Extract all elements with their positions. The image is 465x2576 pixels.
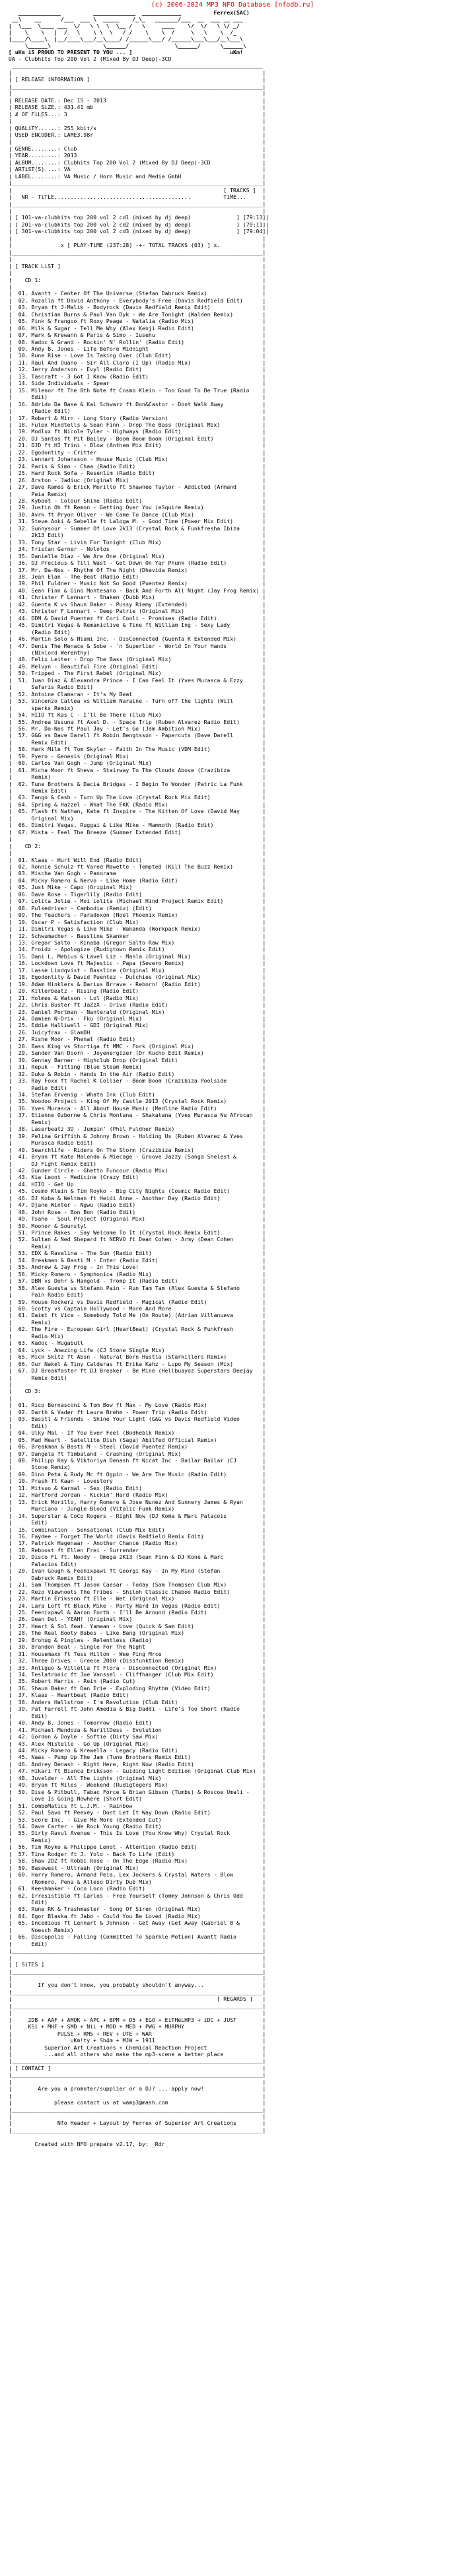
- nfo-body: _____________________________________________________________________________ | | | [ RELEASE iNFORMATiON ] | |_____________________________________________________________________________| | | | RELEASE DATE.: Dec 15 - 2013 | | RELEASE SiZE.: 431.41 mb | | # OF FiLES...: 3 | | | | QUALiTY......: 255 kbit/s | | USED ENCODER.: LAME3.98r | | | | GENRE........: Club | | YEAR.........: 2013 | | ALBUM........: Clubhits Top 200 Vol 2 (Mixed By DJ Deep)-3CD | | ARTiST(S)....: VA | | LABEL........: VA Music / Horn Music and Media GmbH | |_____________________________________________________________________________| | [ TRACKS ] | | NR - TiTLE.......................................... TiME... | |_____________________________________________________________________________| | | | [ 101-va-clubhits top 200 vol 2 cd1 (mixed by dj deep) ] [79:13]| | [ 201-va-clubhits top 200 vol 2 cd2 (mixed by dj deep) ] [79:11]| | [ 301-va-clubhits top 200 vol 2 cd3 (mixed by dj deep) ] [79:04]| | | | .x [ PLAY-TiME (237:28) -+- TOTAL TRACKS (03) ] x. | |_____________________________________________________________________________| | | | [ TRACK LiST ] | | | | CD 1: | | | | 01. Avantt - Center Of The Universe (Stefan Dabruck Remix) | | 02. Rozalla ft David Anthony - Everybody's Free (Davis Redfield Edit) | | 03. Bryan ft J-Malik - Bodyrock (Davis Redfield Remix Edit) | | 04. Christian Burns & Paul Van Dyk - We Are Tonight (Walden Remix) | | 05. Pink & Frangoo ft Roxy Peage - Natalia (Radio Mix) | | 06. Milk & Sugar - Tell Me Why (Alex Kenji Radio Edit) | | 07. Mark & Krewann & Paris & Simo - Iusehu | | 08. Kadoc & Grand - Rockin' N' Rollin' (Radio Edit) | | 09. Andy B. Jones - Life Before Midnight | | 10. Rune Rise - Love Is Taking Over (Club Edit) | | 11. Raul And Ouano - Sir All Claro (I Up) (Radio Mix) | | 12. Jerry Anderson - Evyl (Radio Edit) | | 13. Tascraft - 3 Got I Know (Radio Edit) | | 14. Side Individuals - Spear | | 15. Milenor ft The 8th Note ft Cosmo Klein - Too Good To Be True (Radio | | Edit) | | 16. Adrido Da Base & Kai Schwarz ft Don&Castor - Dont Walk Away | | (Radio Edit) | | 17. Robert & Mirn - Long Story (Radio Version) | | 18. Fulex Mindtells & Sean Finn - Drop The Bass (Original Mix) | | 19. Modlux ft Nicole Tyler - Highways (Radio Edit) | | 20. DJ Santos ft Pit Bailey - Boom Boom Boom (Original Edit) | | 21. DJD ft HI Trini - Blow (Anthem Mix Edit) | | 22. Egodontity - Critter | | 23. Lennart Johansson - House Music (Club Mix) | | 24. Paris & Simo - Chaa (Radio Edit) | | 25. Hard Rock Sofa - Resenlim (Radio Edit) | | 26. Arston - Jadiuc (Original Mix) | | 27. Dave Ramos & Erick Morillo ft Shawnee Taylor - Addicted (Armand | | Peia Remix) | | 28. Kyboot - Colour Shine (Radio Edit) | | 29. Justin Oh ft Remon - Getting Over You (eSquire Remix) | | 30. Avrk ft Pryon Oliver - We Came To Dance (Club Mix) | | 31. Steve Aoki & Sebelle ft Laloga M. - Good Time (Power Mix Edit) | | 32. Sunnysour - Summer Of Love 2k13 (Crystal Rock & Funkfresha Ibiza | | 2k13 Edit) | | 33. Tony Star - Livin For Tonight (Club Mix) | | 34. Tristan Garner - Nolotos | | 35. Danielle Diaz - We Are One (Original Mix) | | 36. DJ Precious & Till Wast - Get Down On Yar Phunk (Radio Edit) | | 37. Mr. Da-Nos - Rhythm Of The Night (Dhevida Remix) | | 38. Jean Elan - The Beat (Radio Edit) | | 39. Phil Fuldner - Music Not So Good (Puentez Remix) | | 40. Sean Finn & Gino Montesano - Back And Forth All Night (Jay Frog Remix) | | 41. Christer F Lennart - Shaken (Dubb Mix) | | 42. Guenta K vs Shaun Baker - Pussy Riemy (Extended) | | 43. Christer F Lennart - Deep Patrie (Original Mix) | | 44. DDM & David Puentez ft Cori Cooli - Promises (Radio Edit) | | 45. Dimitri Vegas & Remaniclive & Tine ft William Ing - Sexy Lady | | (Radio Edit) | | 46. Martin Solo & Niami Inc. - DisConnected (Guenta K Extended Mix) | | 47. Denis The Menace & Sobe - 'n Superlier - World In Your Hands | | (Niklord Werenthy) | | 48. Felix Leiter - Drop The Bass (Original Mix) | | 49. Melvyn - Beautiful Fire (Original Edit) | | 50. Tripped - The First Rebel (Original Mix) | | 51. Juan Diaz & Alexandra Prince - I Can Feel It (Yves Murasca & Ezzy | | Safaris Radio Edit) | | 52. Antoine Clamaran - It's My Beat | | 53. Vincenzo Callea vs William Naraine - Turn off the lights (Will | | sparks Remix) | | 54. HIIO ft Kas C - I'll Be There (Club Mix) | | 55. Andrea Ussuna ft Axel D. - Space Trip (Ruben Alvarez Radio Edit) | | 56. Mr. Da-Nos ft Paul Jay - Let's Go (Jam Ambition Mix) | | 57. G&G vs Dave Darell ft Robin Bengtsson - Papercuts (Dave Darell | | Remix Edit) | | 58. Hark Mile ft Tom Skyler - Faith In The Music (VDM Edit) | | 59. Pyero - Genesis (Original Mix) | | 60. Carlos Van Gogh - Jump (Original Mix) | | 61. Micha Moor ft Sheva - Stairway To The Clouds Above (Crazibiza | | Remix) | | 62. Tune Brothers & Dacia Bridges - I Begin To Wonder (Patric La Funk | | Remix Edit) | | 63. Tango & Cash - Turn Up The Love (Crystal Rock Mix Edit) | | 64. Spring & Hazzel - What The FKK (Radio Mix) | | 65. Flash ft Nathan, Kate ft Inspire - The Kitten Of Love (David May | | Original Mix) | | 66. Dimitri Vegas, Ruggai & Like Mike - Mammoth (Radio Edit) | | 67. Mista - Feel The Breeze (Summer Extended Edit) | | | | CD 2: | | | | 01. Klaas - Hurt Will End (Radio Edit) | | 02. Ronnie Schulz ft Vared Mawette - Tempted (Kill The Buzz Remix) | | 03. Mischa Van Gogh - Panorama | | 04. Micky Romero & Nervo - Like Home (Radio Edit) | | 05. Just Mike - Capo (Original Mix) | | 06. Dave Rose - Tigerlily (Radio Edit) | | 07. Lolita Jolie - Moi Lolita (Michael Hind Project Remix Edit) | | 08. Pulsedriver - Cambodia (Remix) (Edit) | | 09. The Teachers - Paradoxon (Noel Phoenix Remix) | | 10. Oscar P - Satisfaction (Club Mix) | | 11. Dimitri Vegas & Like Mike - Wakanda (Workpack Remix) | | 12. Schwumacher - Bassline Skanker | | 13. Gregor Salto - Kinaba (Gregor Salto Raw Mix) | | 14. Froidz - Apologize (Rudigtown Remix Edit) | | 15. Dani L. Mebius & Lavel Liz - Manla (Original Mix) | | 16. Lockdown Love ft Majestic - Papa (Severo Remix) | | 17. Lasse Lindqvist - Bassline (Original Mix) | | 18. Egodontity & David Puentez - Dutchies (Original Mix) | | 19. Adam Hinklers & Darius Brrave - Reborn! (Radio Edit) | | 20. Killerbeatz - Rising (Radio Edit) | | 21. Holmes & Watson - Lol (Radio Mix) | | 22. Chris Buster ft JaZzX - Drive (Radio Edit) | | 23. Daniel Portman - Nanterald (Original Mix) | | 24. Damien N-Drix - Fku (Original Mix) | | 25. Eddie Halliwell - GDI (Original Mix) | | 26. Juicyfrax - GlamDH | | 27. Rishe Moor - Phenal (Radio Edit) | | 28. Bass King vs Stortiga ft MMC - Fork (Original Mix) | | 29. Sander Van Doorn - Joyenergizer (Dr Kucho Edit Remix) | | 30. Gennay Barner - Highclub Drop (Original Edit) | | 31. Repuk - Fitting (Blue Steam Remix) | | 32. Duke & Robin - Hands In the Air (Radio Edit) | | 33. Ray Foxx ft Rachel K Collier - Boom Boom (Crazibiza Poolside | | Radio Edit) | | 34. Stefan Ervenig - Whata Ink (Club Edit) | | 35. Woodoo Project - King Of My Castle 2013 (Crystal Rock Remix) | | 36. Yves Murasca - All About House Music (Medline Radio Edit) | | 37. Etienne Ozborne & Chris Montana - Shakatana (Yves Murasca Nu Afrocan | | Remix) | | 38. Laserbeatz 3D - Jumpin' (Phil Fuldner Remix) | | 39. Pelina Griffith & Johnny Brown - Holding Us (Ruben Alvarez & Yves | | Murasca Radio Edit) | | 40. Searchlife - Riders On The Storm (Crazibiza Remix) | | 41. Bryan ft Kate Malendo & Miecage - Groove Jazzy (Sanga Shelest & | | DJ Fight Remix Edit) | | 42. Gunder Circle - Ghetto Funcour (Radio Mix) | | 43. Kia Leont - Medicine (Crazy Edit) | | 44. HIIO - Get Up | | 45. Cosmo Klein & Tim Royko - Big City Nights (Cosmic Radio Edit) | | 46. DJ Koba & Weltman ft Heidi Anne - Another Day (Radio Edit) | | 47. Djane Winter - Ngwu (Radio Edit) | | 48. John Rose - Bon Bon (Radio Edit) | | 49. Tsaho - Soul Project (Original Mix) | | 50. Moonor & Sounstyl | | 51. Prince Rakes - Say Welcome To It (Crystal Rock Remix Edit) | | 52. Sultan & Ned Shepard ft NERVO ft Dean Cohen - Army (Dean Cohen | | Remix) | | 53. EDX & Ravelina - The Sun (Radio Edit) | | 54. Breakman & Basti M - Enter (Radio Edit) | | 55. Andrew & Jay Frog - In This Love! | | 56. Micky Romero - Symphonica (Radio Mix) | | 57. DBN vs Dohr & Hangold - Tromp It (Radio Edit) | | 58. Alex Guesta vs Stefano Pain - Run Tam Tam (Alex Guesta & Stefano | | Pain Radio Edit) | | 59. House Rockerz vs Davis Redfield - Magical (Radio Edit) | | 60. Scotty vs Captain Hollywood - More And More | | 61. Daimt ft Vice - Somebody Told Me (On Route) (Adrian Villanueva | | Remix) | | 62. The Fire - European Girl (HeartBeat) (Crystal Rock & Funkfresh | | Radio Mix) | | 63. Kadoc - Hugabull | | 64. Lyck - Amazing Life (CJ Stone Single Mix) | | 65. Mick Skitz ft Absn - Natural Born Hustla (Starkillers Remix) | | 66. Our Nakel & Tiny Calderas ft Erika Kahz - Lupo My Season (Mix) | | 67. DJ Breakfaster ft DJ Breaker - Be Mine (Hellbuayoz Superstars Deejay | | Remix Edit) | | | | CD 3: | | | | 01. Rico Bernasconi & Tom Bow ft Max - My Love (Radio Mix) | | 02. Darth & Vader ft Laura Brehm - Power Trip (Radio Edit) | | 03. Basstl & Friends - Shine Your Light (G&G vs Davis Redfield Video | | Edit) | | 04. Ulky Mal - If You Ever Feel (Bodhebik Remix) | | 05. Mad Heart - Satellite Dish (Saga) Abilfed Official Remix) | | 06. Breakman & Basti M - Steel (David Puentez Remix) | | 07. Dangela ft Timbaland - Crashing (Original Mix) | | 08. Philipp Kay & Viktoriya Denash ft Nicat Inc - Bailar Bailar (CJ | | Stone Remix) | | 09. Dino Peta & Rudy Mc ft Ogpin - We Are The Music (Radio Edit) | | 10. Prash ft Kaan - Lovestory | | 11. Mitsuo & Karmal - Sex (Radio Edit) | | 12. Hartford Jordan - Kickin' Hard (Radio Mix) | | 13. Erick Morillo, Harry Romero & Jose Nunez And Sunnery James & Ryan | | Marciano - Jungle Blood (Vitalic Funk Remix) | | 14. Superstar & CoCo Rogers - Right Now (DJ Koma & Marc Palacois | | Edit) | | 15. Combination - Sensational (Club Mix Edit) | | 16. Faydee - Forget The World (Davis Redfield Remix Edit) | | 17. Patrick Hagenaar - Another Chance (Radio Mix) | | 18. Reboost ft Ellen Frei - Surrender | | 19. Disco Fi ft. Noody - Omega 2K13 (Sean Finn & DJ Kone & Marc | | Palacios Edit) | | 20. Ivan Gough & Feenixpawl ft Georgi Kay - In My Mind (Stefan | | Dabruck Remix Edit) | | 21. Sam Thompsen ft Jason Caesar - Today (Sam Thompsen Club Mix) | | 22. Rezo Viewnoots The Tribes - Shiloh Classic Chaboo Radio Edit) | | 23. Martin Eriksson ft Elle - Wet (Original Mix) | | 24. Lara Loft ft Black Mike - Party Hard In Vegas (Radio Edit) | | 25. Feenixpawl & Aaron Forth - I'll Be Around (Radio Edit) | | 26. Dean Del - YEAH! (Original Mix) | | 27. Heart & Sol feat. Yamaan - Love (Quick & Sam Edit) | | 28. The Real Booty Babes - Like Bang (Original Mix) | | 29. Brohug & Pingles - Relentless (Radio) | | 30. Brandon Beal - Single For The Night | | 31. Housemaxx ft Tess Hilton - Wee Ping Mrce | | 32. Three Drives - Greece 2000 (Dissfunktion Remix) | | 33. Antiguo & Villella ft Flora - Disconnected (Original Mix) | | 34. Teslatronic ft Joe Vanssel - Cliffhanger (Club Mix Edit) | | 35. Robert Harris - Rein (Radio Cut) | | 36. Shaun Baker ft Dan Erie - Exploding Rhythm (Video Edit) | | 37. Klaas - Heartbeat (Radio Edit) | | 38. Anders Hallstrom - I'm Revolution (Club Edit) | | 39. Pat Farrell ft John Amedia & Big Daddi - Life's Too Short (Radio | | Edit) | | 40. Andy B. Jones - Tomorrow (Radio Edit) | | 41. Michael Mendoza & NarillDess - Evolution | | 42. Gordon & Doyle - Softie (Dirty Saw Mix) | | 43. Alex Mistelle - Go Up (Original Mix) | | 44. Micky Romero & Krewella - Legacy (Radio Edit) | | 45. Naas - Pump Up The Jam (Tune Brothers Remix Edit) | | 46. Andrey Denash - Right Here, Right Now (Radio Edit) | | 47. Hikari ft Bianca Eriksson - Guiding Light Edition (Original Club Mix) | | 48. Juvelder - All The Lights (Original Mix) | | 49. Bryan ft Miles - Weekend (Rudigtogers Mix) | | 50. Dise & Pitbull, Tabac Force & Brian Gibson (Tumbs) & Roscoe Umali - | | Love Is Going Nowhere (Short Edit) | | 51. ComboMatics ft L.J.M. - Rainbow | | 52. Paul Savo ft Peevey - Dont Let It Way Down (Radio Edit) | | 53. Score Inc. - Give Me More (Extended Cut) | | 54. Dave Carter - We Rock Young (Radio Edit) | | 55. Dirty Ravul Avenue - This Is Love (You Know Why) Crystal Rock | | Remix) | | 56. Tim Royko & Philippe Lenot - Attention (Radio Edit) | | 57. Tina Rodger ft J. Yolo - Back To Life (Edit) | | 58. Shaw 2DZ ft Robbi Rose - On The Edge (Radio Mix) | | 59. Basewest - Ultraah (Original Mix) | | 60. Harry Romero, Armand Peia, Lex Jockers & Crystal Waters - Blow | | (Romero, Pena & Alleso Dirty Dub Mix) | | 61. Keeshmaker - Coco Loco (Radio Edit) | | 62. Irresistible ft Carlos - Free Yourself (Tommy Johnson & Chris Odd | | Edit) | | 63. Rune RK & Trashmaster - Song Of Siren (Original Mix) | | 64. Igor Blaska ft Jabo - Could You Be Loved (Radio Mix) | | 65. Incedious ft Lennart & Johnson - Get Away (Get Away (Gabriel B & | | Noesch Remix) | | 66. Discopolis - Falling (Committed To Sparkle Motion) Avantt Radio | | Edit) | |_____________________________________________________________________________| | | | [ SiTES ] | |_____________________________________________________________________________| | | | If you don't know, you probably shouldn't anyway... | |_____________________________________________________________________________| | [ REGARDS ] | |_____________________________________________________________________________| | | | 2DB + AAF + AMOK + APC + BPM + D5 + EGO + EiTHeLHP3 + iDC + JUST | | KSi + MHF + SMD + NiL + MOD + MED + PWG + MURPHY | | PULSE + RMS + REV + UTE + WAR | | uKm!ty + Sh4m + MJW + 1911 | | Superior Art Creations + Chemical Reaction Project | | ...and all others who make the mp3-scene a better place | |_____________________________________________________________________________| | [ CONTACT ] | |_____________________________________________________________________________| | | | Are you a promoter/supplier or a DJ? ... apply now! | | | | please contact us at wamp3@mash.com | |_____________________________________________________________________________| | | | Nfo Header + Layout by Ferrex of Superior Art Creations | |_____________________________________________________________________________| Created with NFO prepare v2.17, by: _Rdr_: [8, 62, 269, 2147]
- release-line: UA - Clubhits Top 200 Vol 2 (Mixed By DJ Deep)-3CD: [5, 55, 172, 62]
- database-banner: (c) 2006-2024 MP3 NFO Database [nfodb.ru]: [151, 1, 314, 9]
- ascii-logo: _____________ _____________ ____________ Ferrex(SAC) __\ __ /___ ___ \ _____ /_\_ _______/___ __ ___ __ ___ | \___ \____ ___ \/ \ \ \ \__ / \ ____ \/ \/ \ \/ _/ | \ \ | / \ \ \ \ / / \ \ / \ \ \ /_ |____/\____\ |__/____\___/__\____/ /______\___/ /______\___\___/__\___\ \______\ \______/ \______/ \______\ [ uKm iS PROUD TO PRESENT TO YOU ... ] uKm!: [8, 9, 250, 55]
